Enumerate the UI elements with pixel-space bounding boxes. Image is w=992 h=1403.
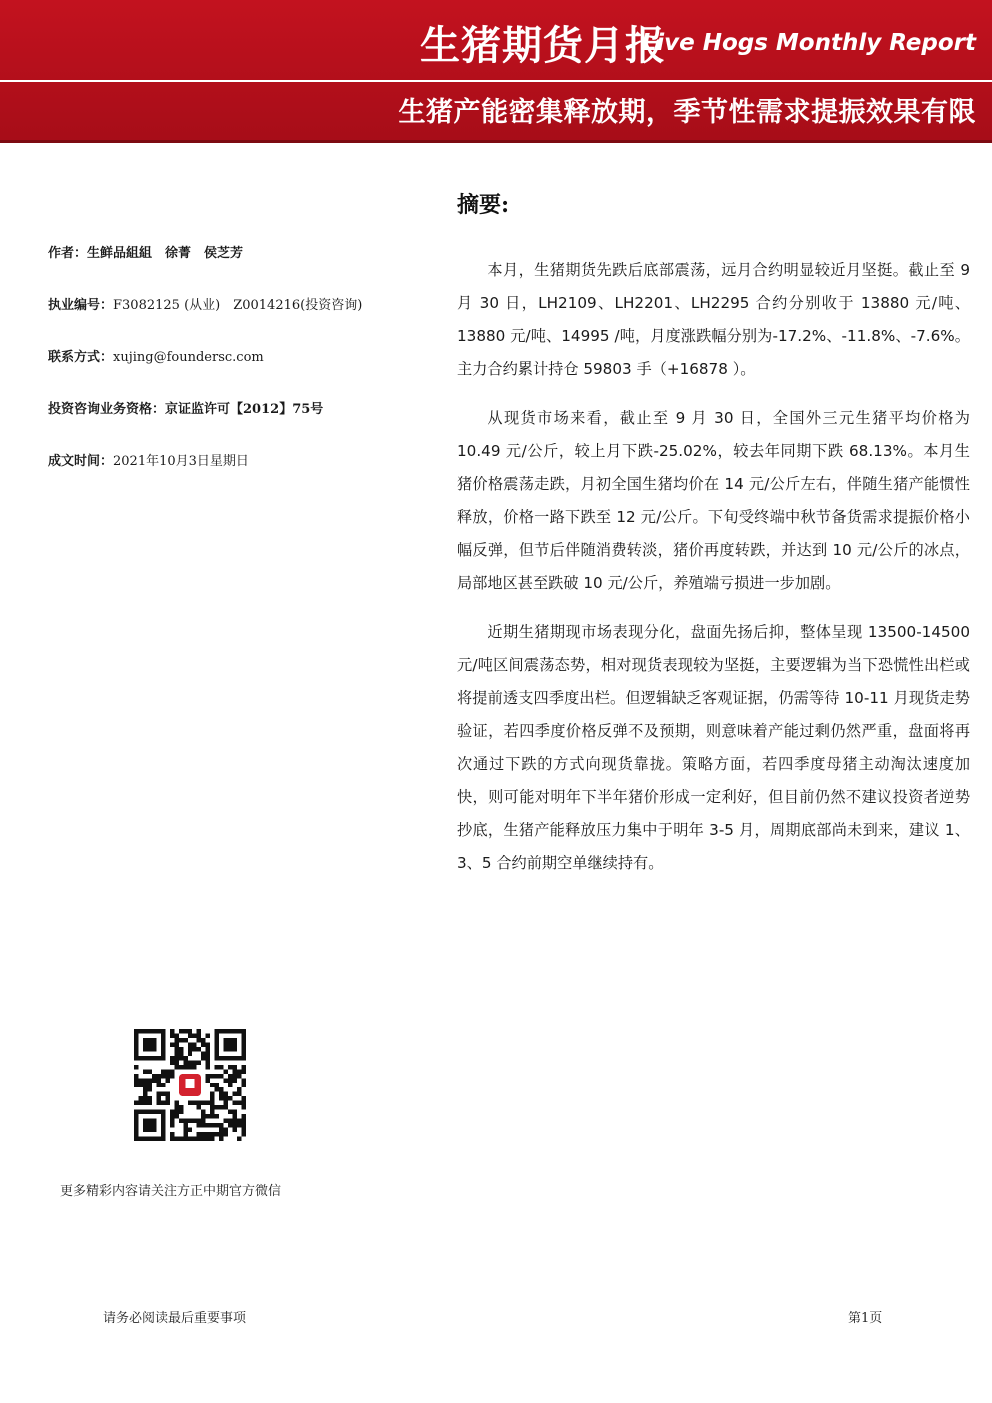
- date-label: 成文时间：: [48, 454, 114, 469]
- contact-label: 联系方式：: [48, 350, 114, 365]
- abstract-title: 摘要:: [457, 192, 510, 218]
- banner-divider: [0, 80, 992, 82]
- license-value: F3082125 (从业) Z0014216(投资咨询): [113, 298, 363, 313]
- date-value: 2021年10月3日星期日: [113, 454, 249, 469]
- abstract-paragraph-2: 从现货市场来看，截止至 9 月 30 日，全国外三元生猪平均价格为 10.49 元/公斤，较上月下跌-25.02%，较去年同期下跌 68.13%。本月生猪价格震荡走跌，月初全国生猪均价在 14 元/公斤左右，伴随生猪产能惯性释放，价格一路下跌至 12 元/公斤。下旬受终端中秋节备货需求提振价格小幅反弹，但节后伴随消费转淡，猪价再度转跌，并达到 10 元/公斤的冰点，局部地区甚至跌破 10 元/公斤，养殖端亏损进一步加剧。: [457, 409, 970, 592]
- footer-notice: 请务必阅读最后重要事项: [103, 1311, 247, 1326]
- qr-caption: 更多精彩内容请关注方正中期官方微信: [60, 1184, 282, 1199]
- date-line: [48, 453, 428, 471]
- contact-line: [48, 349, 428, 367]
- abstract-paragraph-1: 本月，生猪期货先跌后底部震荡，远月合约明显较近月坚挺。截止至 9 月 30 日，LH2109、LH2201、LH2295 合约分别收于 13880 元/吨、13880 元/吨、14995 /吨，月度涨跌幅分别为-17.2%、-11.8%、-7.6%。主力合约累计持仓 59803 手（+16878 ）。: [457, 261, 970, 378]
- contact-email[interactable]: xujing@foundersc.com: [113, 350, 264, 365]
- header-banner: [0, 0, 992, 140]
- abstract-paragraph-3: 近期生猪期现市场表现分化，盘面先扬后抑，整体呈现 13500-14500 元/吨区间震荡态势，相对现货表现较为坚挺，主要逻辑为当下恐慌性出栏或将提前透支四季度出栏。但逻辑缺乏客观证据，仍需等待 10-11 月现货走势验证，若四季度价格反弹不及预期，则意味着产能过剩仍然严重，盘面将再次通过下跌的方式向现货靠拢。策略方面，若四季度母猪主动淘汰速度加快，则可能对明年下半年猪价形成一定利好，但目前仍然不建议投资者逆势抄底，生猪产能释放压力集中于明年 3-5 月，周期底部尚未到来，建议 1、3、5 合约前期空单继续持有。: [457, 623, 970, 872]
- page-number: 第1页: [848, 1311, 883, 1326]
- author-value: 生鲜品組組 徐菁 侯芝芳: [87, 246, 244, 261]
- banner-bottom-rule: [0, 140, 992, 143]
- abstract-body: [457, 254, 970, 896]
- qualification-line: [48, 401, 428, 419]
- qr-code-image[interactable]: [134, 1029, 246, 1141]
- report-title-en: Live Hogs Monthly Report: [641, 30, 976, 56]
- qualification-label: 投资咨询业务资格：: [48, 402, 166, 417]
- author-label: 作者：: [48, 246, 88, 261]
- license-line: [48, 297, 428, 315]
- report-title-cn: 生猪期货月报: [420, 23, 666, 69]
- report-subtitle: 生猪产能密集释放期，季节性需求提振效果有限: [398, 97, 976, 128]
- author-line: [48, 245, 428, 263]
- license-label: 执业编号：: [48, 298, 114, 313]
- qualification-value: 京证监许可【2012】75号: [165, 402, 324, 417]
